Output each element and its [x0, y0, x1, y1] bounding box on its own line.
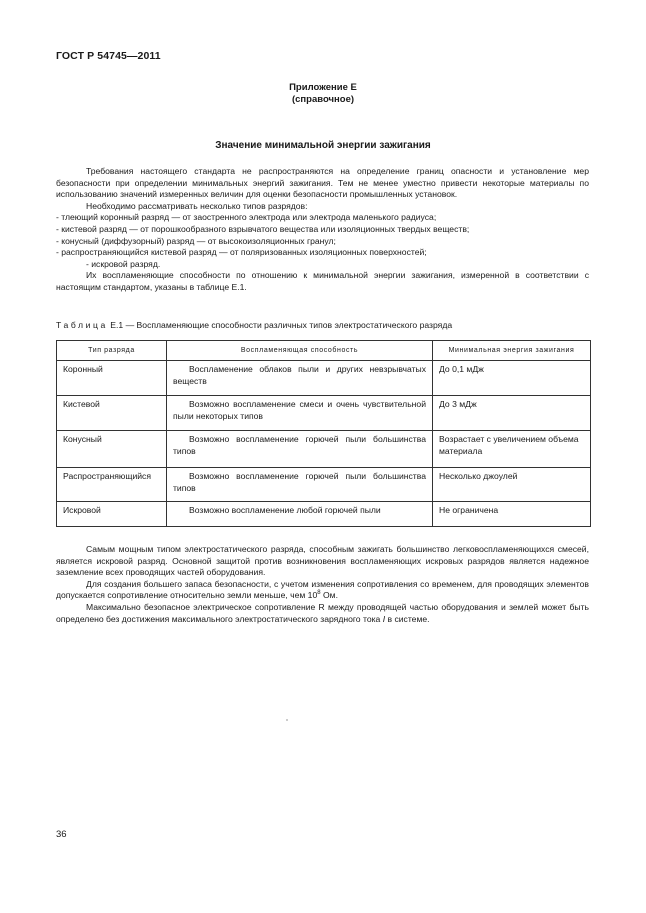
scan-speck [286, 719, 288, 721]
table-header-row [57, 341, 591, 361]
table-row [57, 502, 591, 527]
conclusion-paragraph-1: Самым мощным типом электростатического разряда, способным зажигать большинство легковоспламеняющихся смесей, является искровой разряд. Основной защитой против возникновения воспламеняющих искровых разрядов является надежное заземление всех проводящих частей оборудования. [56, 544, 589, 578]
table-row [57, 431, 591, 468]
cell-energy: До 3 мДж [433, 396, 591, 431]
discharge-list-item: - тлеющий коронный разряд — от заостренного электрода или электрода маленького радиуса; [56, 212, 437, 223]
intro-text [56, 166, 589, 294]
cell-ability: Возможно воспламенение смеси и очень чувствительной пыли некоторых типов [167, 396, 433, 431]
cell-type: Коронный [57, 361, 167, 396]
current-symbol: I [382, 613, 386, 624]
discharge-list-item: - искровой разряд. [86, 258, 161, 269]
cell-type: Распространяющийся [57, 468, 167, 502]
cell-energy: Возрастает с увеличением объема материала [433, 431, 591, 468]
table-row [57, 396, 591, 431]
intro-paragraph-3: Их воспламеняющие способности по отношению к минимальной энергии зажигания, измеренной в соответствии с настоящим стандартом, указаны в таблице Е.1. [56, 270, 589, 292]
page-number: 36 [56, 829, 67, 840]
cell-type: Конусный [57, 431, 167, 468]
intro-paragraph-1: Требования настоящего стандарта не распространяются на определение границ опасности и установление мер безопасности при определении минимальных энергий зажигания. Тем не менее уместно привести некоторые материалы по использованию значений измеренных величин для оценки безопасности промышленных установок. [56, 166, 589, 200]
discharge-list-item: - распространяющийся кистевой разряд — от поляризованных изоляционных поверхностей; [56, 247, 427, 258]
max-resistance-tail: в системе. [385, 613, 430, 624]
conclusion-paragraph-2 [56, 579, 589, 602]
annex-status: (справочное) [291, 94, 355, 105]
section-title: Значение минимальной энергии зажигания [215, 140, 431, 151]
max-resistance-text: Максимально безопасное электрическое сопротивление R между проводящей частью оборудования и землей может быть определено без достижения максимального электростатического зарядного тока [56, 601, 589, 624]
cell-ability: Возможно воспламенение горючей пыли большинства типов [167, 468, 433, 502]
cell-ability: Воспламенение облаков пыли и других невзрывчатых веществ [167, 361, 433, 396]
table-caption-label: Таблица [56, 320, 108, 330]
resistance-unit: Ом. [320, 590, 338, 601]
resistance-exponent: 8 [317, 590, 321, 597]
cell-ability: Возможно воспламенение любой горючей пыли [167, 502, 433, 527]
cell-type: Искровой [57, 502, 167, 527]
cell-energy: До 0,1 мДж [433, 361, 591, 396]
intro-paragraph-2: Необходимо рассматривать несколько типов разрядов: [86, 200, 308, 211]
discharge-list-item: - кистевой разряд — от порошкообразного взрывчатого вещества или изоляционных твердых веществ; [56, 223, 470, 234]
cell-ability: Возможно воспламенение горючей пыли большинства типов [167, 431, 433, 468]
table-row [57, 361, 591, 396]
column-header-ability: Воспламеняющая способность [167, 341, 433, 361]
column-header-type: Тип разряда [57, 341, 167, 361]
conclusion-paragraph-3 [56, 602, 589, 625]
discharge-table [56, 340, 591, 527]
column-header-energy: Минимальная энергия зажигания [433, 341, 591, 361]
discharge-list-item: - конусный (диффузорный) разряд — от высокоизоляционных гранул; [56, 235, 336, 246]
conclusion-text [56, 544, 589, 625]
cell-energy: Несколько джоулей [433, 468, 591, 502]
table-row [57, 468, 591, 502]
table-caption-text: Е.1 — Воспламеняющие способности различных типов электростатического разряда [107, 320, 453, 330]
table-caption [56, 320, 589, 330]
cell-type: Кистевой [57, 396, 167, 431]
standard-header: ГОСТ Р 54745—2011 [56, 50, 161, 62]
resistance-text: Для создания большего запаса безопасности, с учетом изменения сопротивления со временем, для проводящих элементов допускается сопротивление относительно земли меньше, чем 10 [56, 578, 589, 601]
cell-energy: Не ограничена [433, 502, 591, 527]
annex-title: Приложение Е [289, 82, 357, 93]
